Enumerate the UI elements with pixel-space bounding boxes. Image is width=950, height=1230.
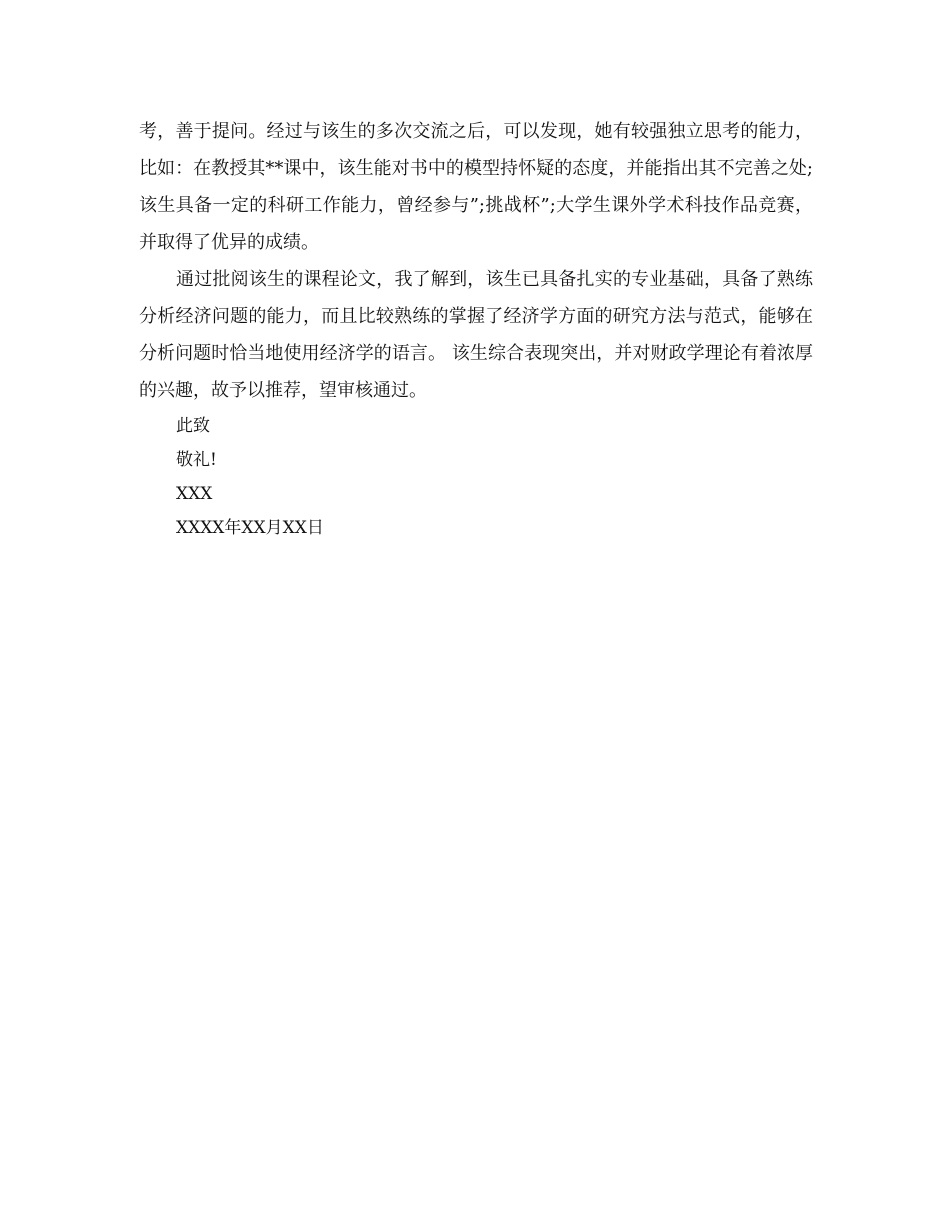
paragraph-recommendation: 通过批阅该生的课程论文，我了解到，该生已具备扎实的专业基础，具备了熟练分析经济问题的能力，而且比较熟练的掌握了经济学方面的研究方法与范式，能够在分析问题时恰当地使用经济学的语言。 该生综合表现突出，并对财政学理论有着浓厚的兴趣，故予以推荐，望审核通过。	[139, 269, 813, 401]
letter-body	[139, 113, 813, 545]
signature: XXX	[176, 484, 213, 504]
closing-regards: 敬礼!	[176, 450, 217, 470]
closing-salutation: 此致	[176, 416, 210, 436]
date: XXXX年XX月XX日	[176, 518, 324, 538]
paragraph-continued: 考，善于提问。经过与该生的多次交流之后，可以发现，她有较强独立思考的能力，比如：在教授其**课中，该生能对书中的模型持怀疑的态度，并能指出其不完善之处;该生具备一定的科研工作能力，曾经参与”;挑战杯”;大学生课外学术科技作品竞赛，并取得了优异的成绩。	[139, 121, 813, 253]
